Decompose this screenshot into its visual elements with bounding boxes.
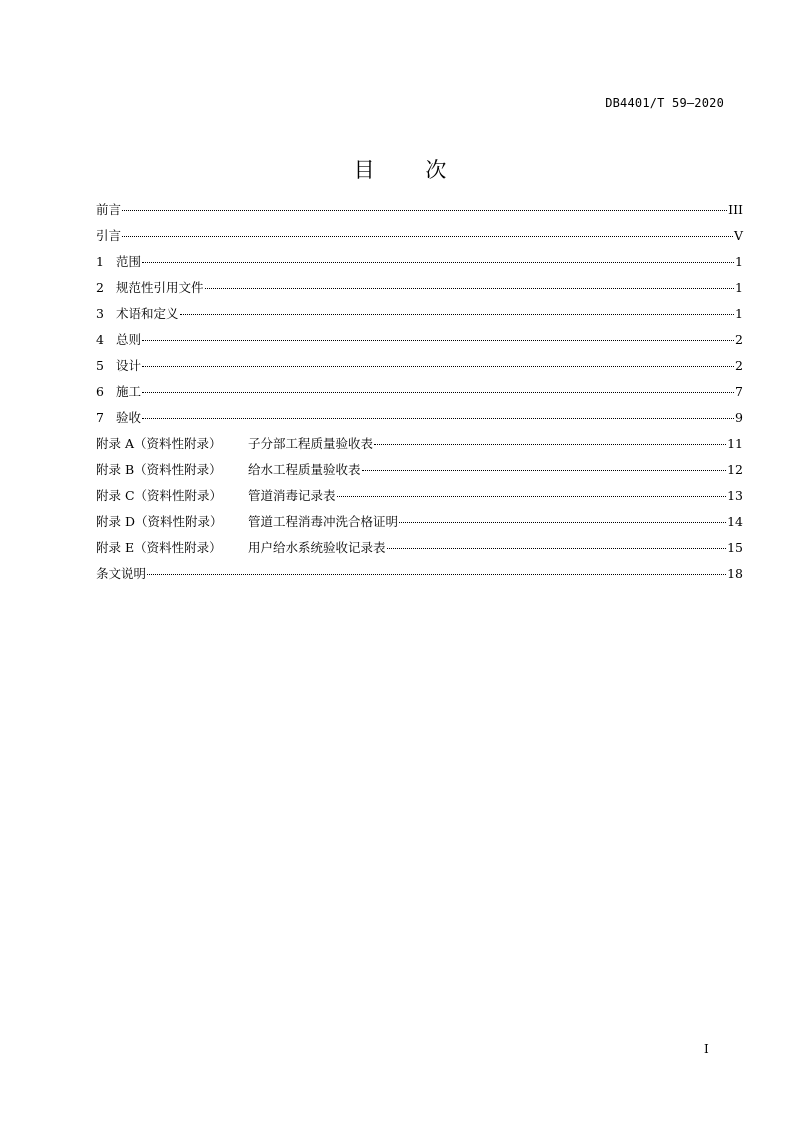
toc-dot-leader [337,496,727,497]
toc-entry-page: 1 [735,306,743,321]
toc-entry[interactable] [96,381,743,407]
toc-entry-title: 施工 [116,384,142,399]
toc-entry-title: 总则 [116,332,142,347]
toc-entry-appendix-label: 附录 B（资料性附录） [96,462,222,477]
toc-entry-page: 13 [727,488,743,503]
toc-entry-page: 1 [735,254,743,269]
toc-title: 目 次 [353,158,469,182]
toc-entry[interactable] [96,537,743,563]
toc-entry[interactable] [96,329,743,355]
toc-entry-page: 1 [735,280,743,295]
toc-dot-leader [142,340,734,341]
toc-dot-leader [374,444,726,445]
toc-entry-title: 管道工程消毒冲洗合格证明 [248,514,399,529]
toc-dot-leader [205,288,735,289]
toc-entry-title: 给水工程质量验收表 [248,462,361,477]
toc-entry-page: 12 [727,462,743,477]
toc-entry[interactable] [96,563,743,589]
toc-entry-appendix-label: 附录 D（资料性附录） [96,514,223,529]
toc-entry-title: 设计 [116,358,142,373]
toc-entry-number: 5 [96,358,104,373]
toc-dot-leader [147,574,726,575]
toc-entry-title: 术语和定义 [116,306,179,321]
toc-entry-page: V [733,228,743,243]
toc-entry[interactable] [96,511,743,537]
toc-entry-title: 子分部工程质量验收表 [248,436,374,451]
toc-entry-number: 3 [96,306,104,321]
toc-entry-title: 范围 [116,254,142,269]
toc-entry-page: III [728,202,743,217]
toc-entry-appendix-label: 附录 C（资料性附录） [96,488,223,503]
toc-entry-title: 管道消毒记录表 [248,488,336,503]
toc-entry-page: 18 [727,566,743,581]
toc-entry[interactable] [96,277,743,303]
toc-entry[interactable] [96,433,743,459]
toc-entry-page: 9 [735,410,743,425]
toc-entry-appendix-label: 附录 A（资料性附录） [96,436,222,451]
toc-entry-number: 4 [96,332,104,347]
toc-dot-leader [399,522,726,523]
toc-dot-leader [142,392,734,393]
toc-entry-appendix-label: 附录 E（资料性附录） [96,540,222,555]
toc-entry-title: 验收 [116,410,142,425]
toc-entry-title: 条文说明 [96,566,147,581]
toc-entry-page: 2 [735,332,743,347]
toc-entry-title: 前言 [96,202,122,217]
toc-entry[interactable] [96,485,743,511]
toc-entry-title: 引言 [96,228,122,243]
toc-entry-number: 2 [96,280,104,295]
toc-dot-leader [142,418,734,419]
toc-list [96,199,743,589]
toc-entry-number: 6 [96,384,104,399]
toc-entry-page: 2 [735,358,743,373]
toc-entry[interactable] [96,407,743,433]
toc-entry[interactable] [96,459,743,485]
toc-entry[interactable] [96,251,743,277]
toc-dot-leader [122,210,727,211]
toc-dot-leader [362,470,727,471]
toc-dot-leader [180,314,735,315]
toc-dot-leader [122,236,733,237]
toc-entry-page: 11 [727,436,743,451]
toc-entry[interactable] [96,355,743,381]
toc-entry-title: 用户给水系统验收记录表 [248,540,386,555]
document-code: DB4401/T 59—2020 [605,96,724,110]
toc-entry-page: 7 [735,384,743,399]
toc-entry[interactable] [96,225,743,251]
toc-entry-number: 7 [96,410,104,425]
toc-dot-leader [142,366,734,367]
toc-dot-leader [142,262,734,263]
toc-entry[interactable] [96,303,743,329]
page-number: I [704,1042,709,1056]
toc-entry-page: 15 [727,540,743,555]
toc-dot-leader [387,548,727,549]
toc-entry-number: 1 [96,254,104,269]
toc-entry-title: 规范性引用文件 [116,280,204,295]
toc-entry-page: 14 [727,514,743,529]
toc-entry[interactable] [96,199,743,225]
